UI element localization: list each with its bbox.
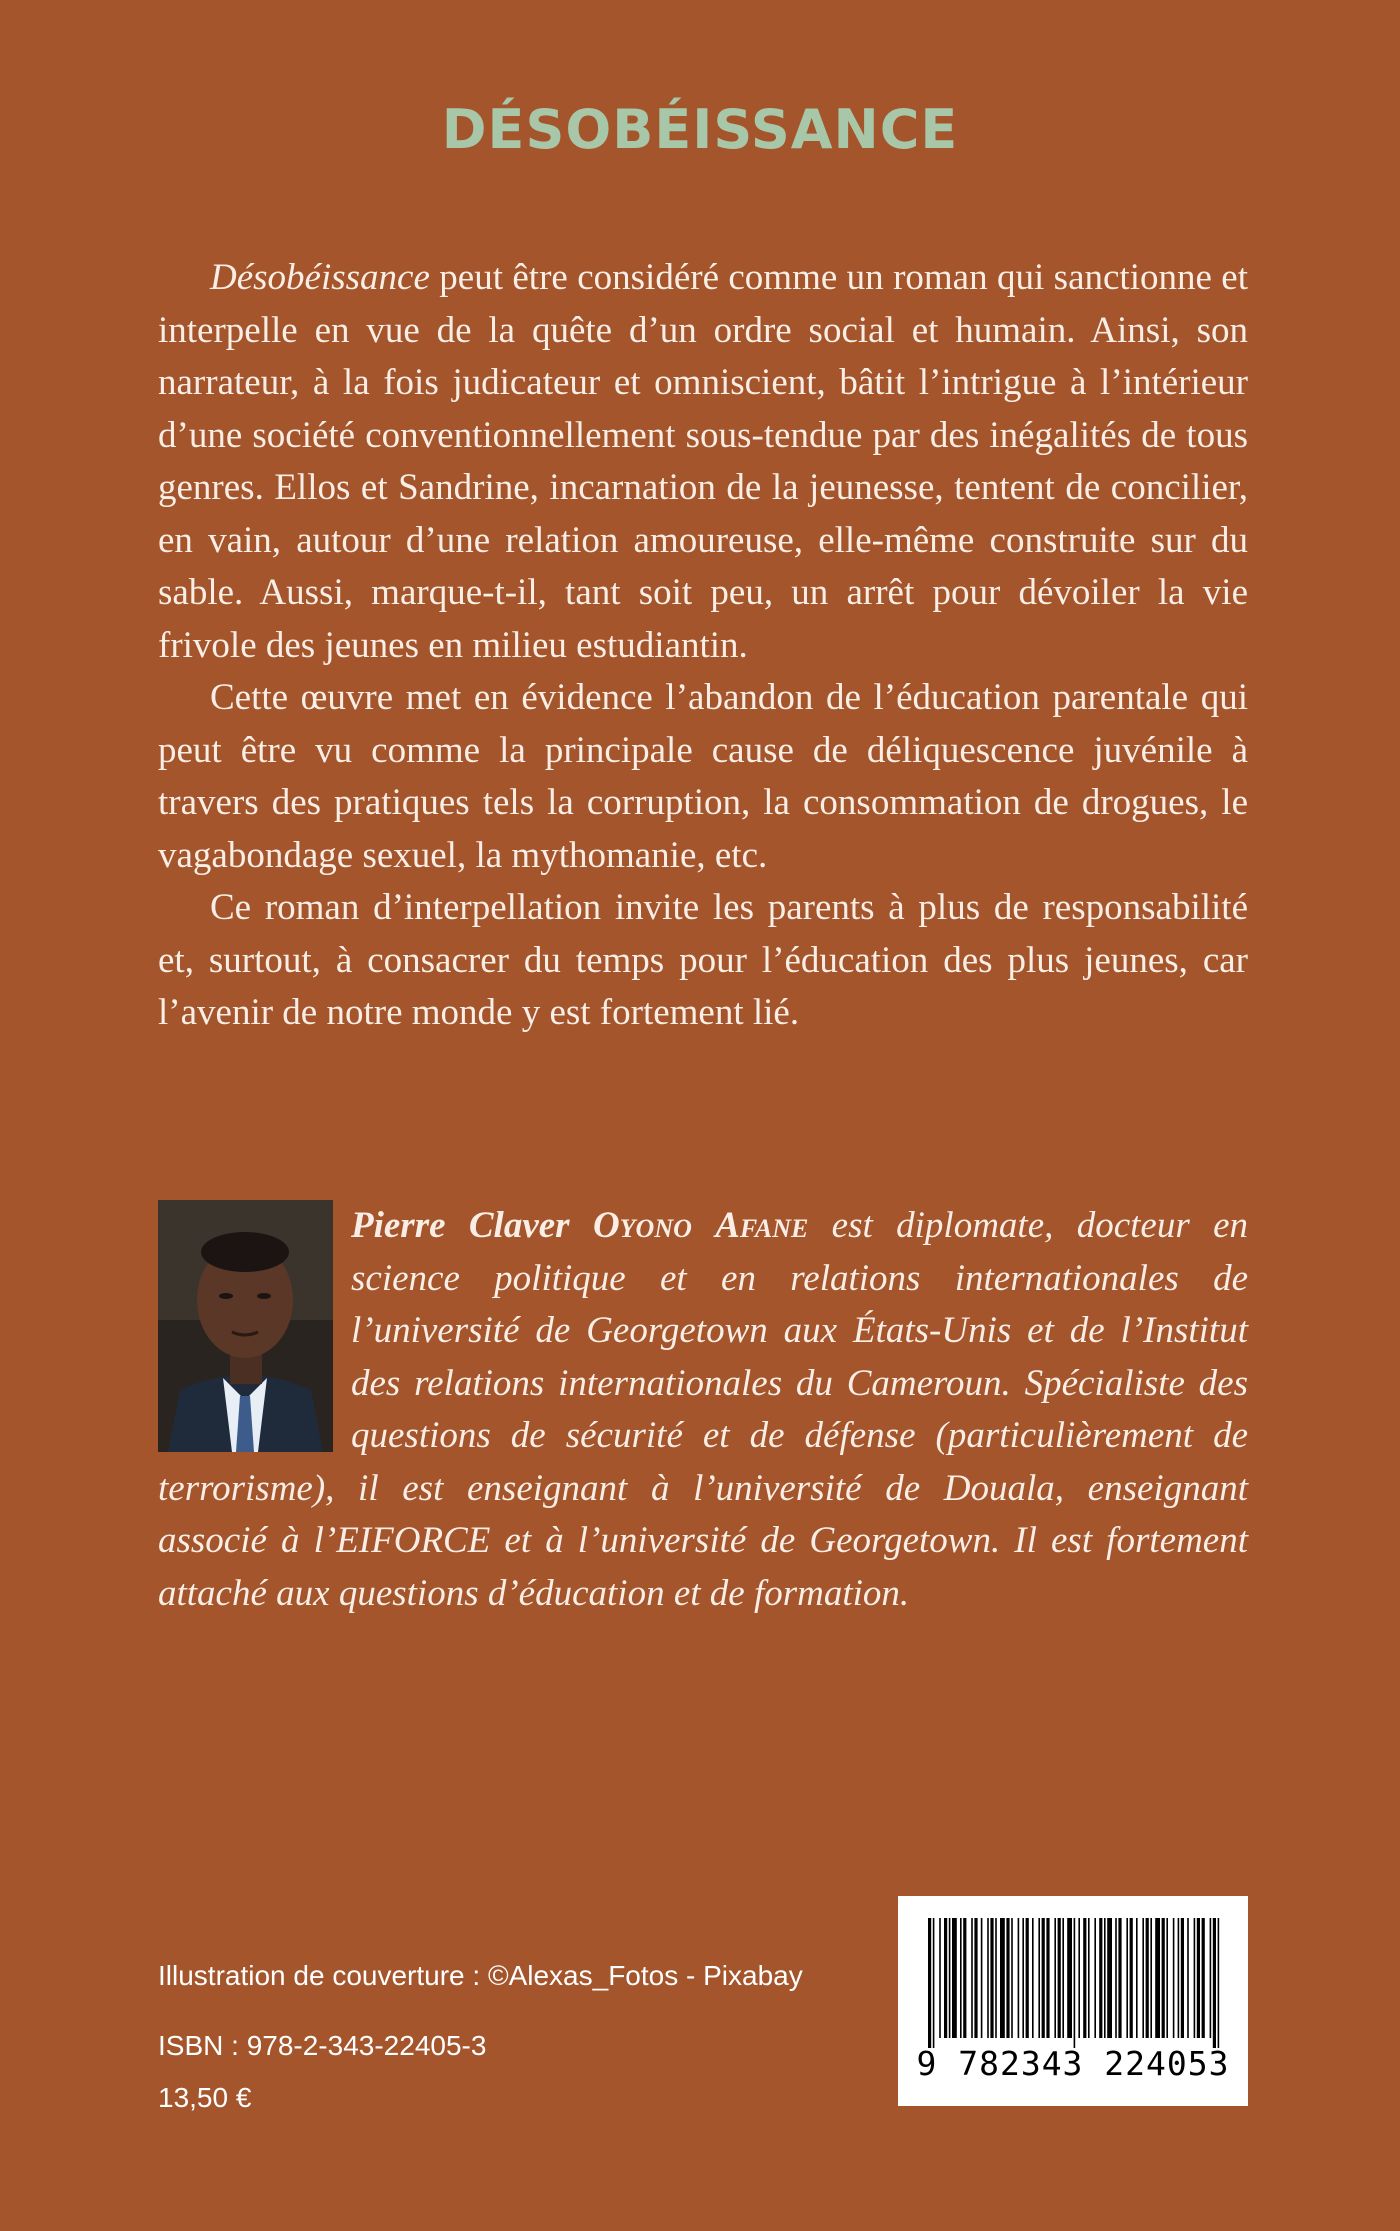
barcode-bar: [1107, 1918, 1112, 2038]
barcode: [898, 1896, 1248, 2106]
barcode-bar: [1136, 1918, 1138, 2038]
isbn: ISBN : 978-2-343-22405-3: [158, 2030, 487, 2061]
barcode-bar: [995, 1918, 997, 2038]
barcode-bar: [939, 1918, 941, 2038]
barcode-bar: [1058, 1918, 1061, 2038]
barcode-bar: [1146, 1918, 1149, 2038]
barcode-bar: [1130, 1918, 1133, 2038]
barcode-bar: [1181, 1918, 1184, 2038]
author-photo: [158, 1200, 333, 1452]
barcode-bar: [1142, 1918, 1144, 2038]
barcode-bar: [1018, 1918, 1020, 2038]
author-first-names: Pierre Claver: [351, 1205, 593, 1246]
barcode-bar: [981, 1918, 983, 2038]
barcode-bar: [1046, 1918, 1049, 2038]
author-surname-2: Afane: [715, 1205, 809, 1246]
barcode-digits: 9 782343 224053: [916, 2044, 1230, 2083]
barcode-bar: [1162, 1918, 1165, 2038]
barcode-bar: [1187, 1918, 1189, 2038]
summary: [158, 252, 1248, 1040]
barcode-bar: [1022, 1918, 1024, 2038]
barcode-bar: [1126, 1918, 1128, 2038]
barcode-bar: [971, 1918, 973, 2038]
barcode-bar: [944, 1918, 947, 2038]
barcode-bar: [1118, 1918, 1121, 2038]
barcode-bar: [1094, 1918, 1096, 2038]
barcode-bar: [1166, 1918, 1168, 2038]
barcode-bar: [1155, 1918, 1160, 2038]
author-surname-1: Oyono: [592, 1205, 692, 1246]
summary-title-italic: Désobéissance: [210, 257, 430, 298]
barcode-bar: [1115, 1918, 1117, 2038]
barcode-bar: [1088, 1918, 1090, 2038]
barcode-bar: [990, 1918, 993, 2038]
barcode-bar: [1150, 1918, 1152, 2038]
barcode-bar: [963, 1918, 966, 2038]
author-bio: [158, 1200, 1248, 1620]
barcode-bar: [1026, 1918, 1029, 2038]
barcode-bar: [928, 1918, 931, 2048]
barcode-bar: [949, 1918, 951, 2038]
barcode-bar: [960, 1918, 962, 2038]
barcode-bar: [1099, 1918, 1102, 2038]
price: 13,50 €: [158, 2082, 252, 2113]
barcode-bar: [974, 1918, 977, 2038]
barcode-bar: [1083, 1918, 1086, 2038]
barcode-bar: [1210, 1918, 1212, 2038]
barcode-bar: [933, 1918, 935, 2048]
barcode-bar: [1213, 1918, 1216, 2048]
summary-paragraph-3: Ce roman d’interpellation invite les parents à plus de responsabilité et, surtout, à consacrer du temps pour l’éducation des plus jeunes, car l’avenir de notre monde y est fortement lié.: [158, 887, 1248, 1033]
barcode-bar: [1000, 1918, 1005, 2038]
barcode-bar: [1197, 1918, 1200, 2038]
barcode-bar: [1042, 1918, 1045, 2038]
barcode-bar: [1038, 1918, 1040, 2038]
barcode-bar: [1067, 1918, 1072, 2038]
barcode-bar: [1194, 1918, 1196, 2038]
barcode-bar: [1054, 1918, 1056, 2038]
illustration-credit: Illustration de couverture : ©Alexas_Fotos - Pixabay: [158, 1960, 803, 1991]
book-title: DÉSOBÉISSANCE: [441, 98, 959, 161]
summary-p1-text: peut être considéré comme un roman qui sanctionne et interpelle en vue de la quête d’un ordre social et humain. Ainsi, son narrateur, à la fois judicateur et omniscient, bâtit l’intrigue à l’intérieur d’une société conventionnellement sous-tendue par des inégalités de tous genres. Ellos et Sandrine, incarnation de la jeunesse, tentent de concilier, en vain, autour d’une relation amoureuse, elle-même construite sur du sable. Aussi, marque-t-il, tant soit peu, un arrêt pour dévoiler la vie frivole des jeunes en milieu estudiantin.: [158, 257, 1248, 666]
barcode-bar: [1006, 1918, 1009, 2038]
barcode-bar: [952, 1918, 957, 2038]
barcode-bar: [1032, 1918, 1034, 2038]
author-bio-text: est diplomate, docteur en science politique et en relations internationales de l’université de Georgetown aux États-Unis et de l’Institut des relations internationales du Cameroun. Spécialiste des questions de sécurité et de défense (particulièrement de terrorisme), il est enseignant à l’université de Douala, enseignant associé à l’EIFORCE et à l’université de Georgetown. Il est fortement attaché aux questions d’éducation et de formation.: [158, 1205, 1249, 1614]
barcode-bar: [1062, 1918, 1064, 2038]
barcode-bar: [1078, 1918, 1080, 2038]
barcode-bar: [1173, 1918, 1175, 2038]
summary-paragraph-1: [158, 252, 1248, 672]
barcode-bar: [1218, 1918, 1220, 2048]
barcode-bar: [1178, 1918, 1180, 2038]
barcode-bar: [1104, 1918, 1106, 2038]
summary-paragraph-2: Cette œuvre met en évidence l’abandon de l’éducation parentale qui peut être vu comme la principale cause de déliquescence juvénile à travers des pratiques tels la corruption, la consommation de drogues, le vagabondage sexuel, la mythomanie, etc.: [158, 677, 1248, 876]
barcode-bar: [1011, 1918, 1013, 2038]
barcode-bar: [1202, 1918, 1205, 2038]
barcode-bar: [1074, 1918, 1076, 2048]
barcode-bar: [987, 1918, 989, 2038]
